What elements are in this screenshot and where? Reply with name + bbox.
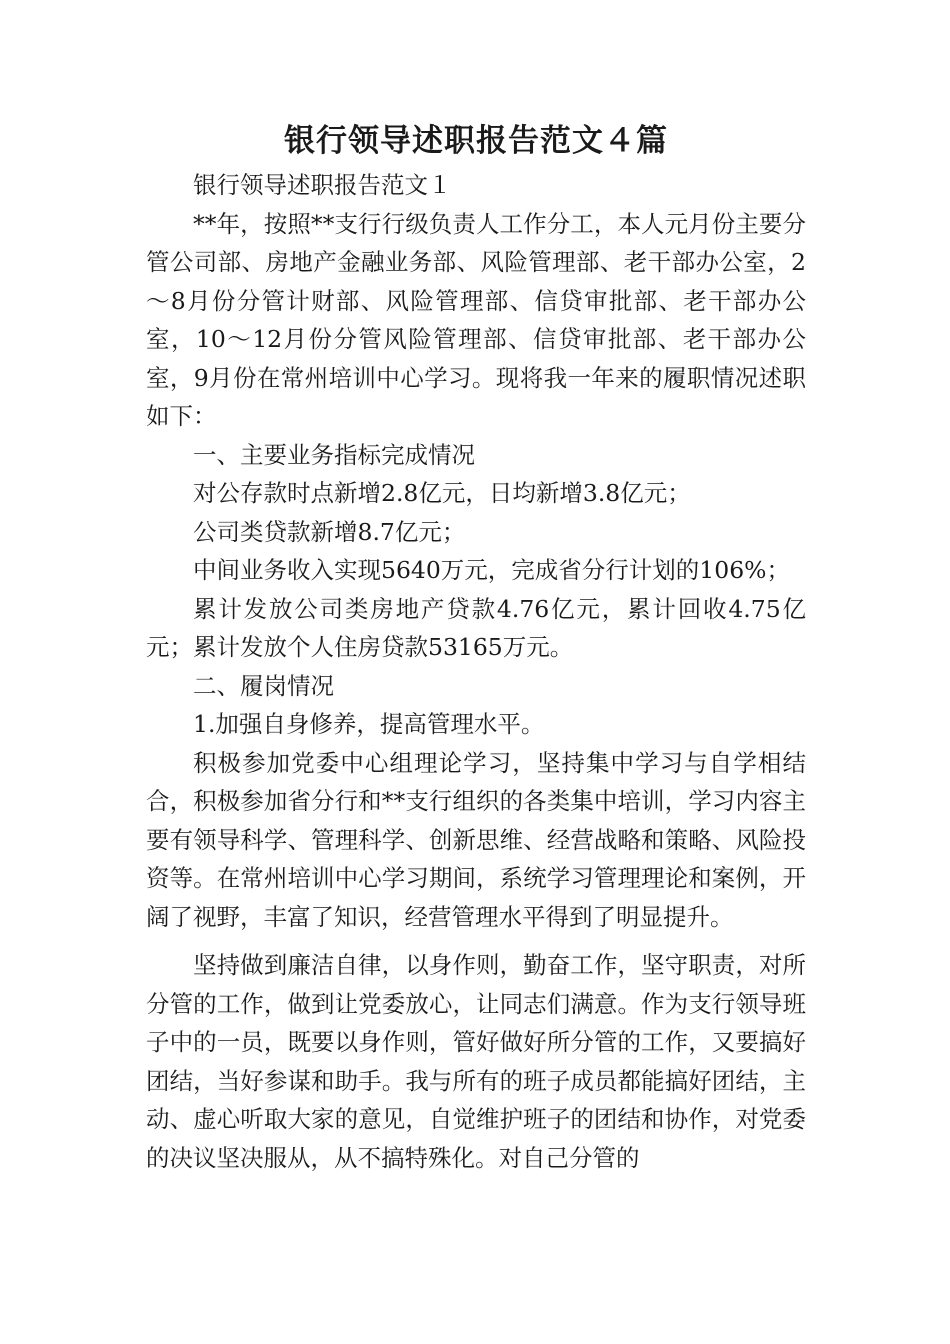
paragraph-study: 积极参加党委中心组理论学习，坚持集中学习与自学相结合，积极参加省分行和**支行组织的各类集中培训，学习内容主要有领导科学、管理科学、创新思维、经营战略和策略、风险投资等。在常州培训中心学习期间，系统学习管理理论和案例，开阔了视野，丰富了知识，经营管理水平得到了明显提升。 [146,748,806,931]
paragraph-gap [146,936,806,946]
document-title: 银行领导述职报告范文４篇 [284,123,668,159]
subheading-self-improvement: 1.加强自身修养，提高管理水平。 [193,710,545,738]
paragraph-intermediate-income: 中间业务收入实现5640万元，完成省分行计划的106%； [193,556,790,584]
paragraph-integrity: 坚持做到廉洁自律，以身作则，勤奋工作，坚守职责，对所分管的工作，做到让党委放心，让同志们满意。作为支行领导班子中的一员，既要以身作则，管好做好所分管的工作，又要搞好团结，当好参谋和助手。我与所有的班子成员都能搞好团结，主动、虚心听取大家的意见，自觉维护班子的团结和协作，对党委的决议坚决服从，从不搞特殊化。对自己分管的 [146,951,806,1172]
section-heading-indicators: 一、主要业务指标完成情况 [193,440,475,469]
paragraph-subtitle: 银行领导述职报告范文１ [193,171,452,199]
document-page [146,118,806,1177]
paragraph-deposits: 对公存款时点新增2.8亿元，日均新增3.8亿元； [193,479,691,507]
paragraph-real-estate-loans: 累计发放公司类房地产贷款4.76亿元，累计回收4.75亿元；累计发放个人住房贷款53165万元。 [146,594,806,661]
paragraph-loans: 公司类贷款新增8.7亿元； [193,517,466,546]
section-heading-duties: 二、履岗情况 [193,671,334,700]
paragraph-intro: **年，按照**支行行级负责人工作分工，本人元月份主要分管公司部、房地产金融业务部、风险管理部、老干部办公室，2～8月份分管计财部、风险管理部、信贷审批部、老干部办公室，10～12月份分管风险管理部、信贷审批部、老干部办公室，9月份在常州培训中心学习。现将我一年来的履职情况述职如下： [146,209,806,430]
